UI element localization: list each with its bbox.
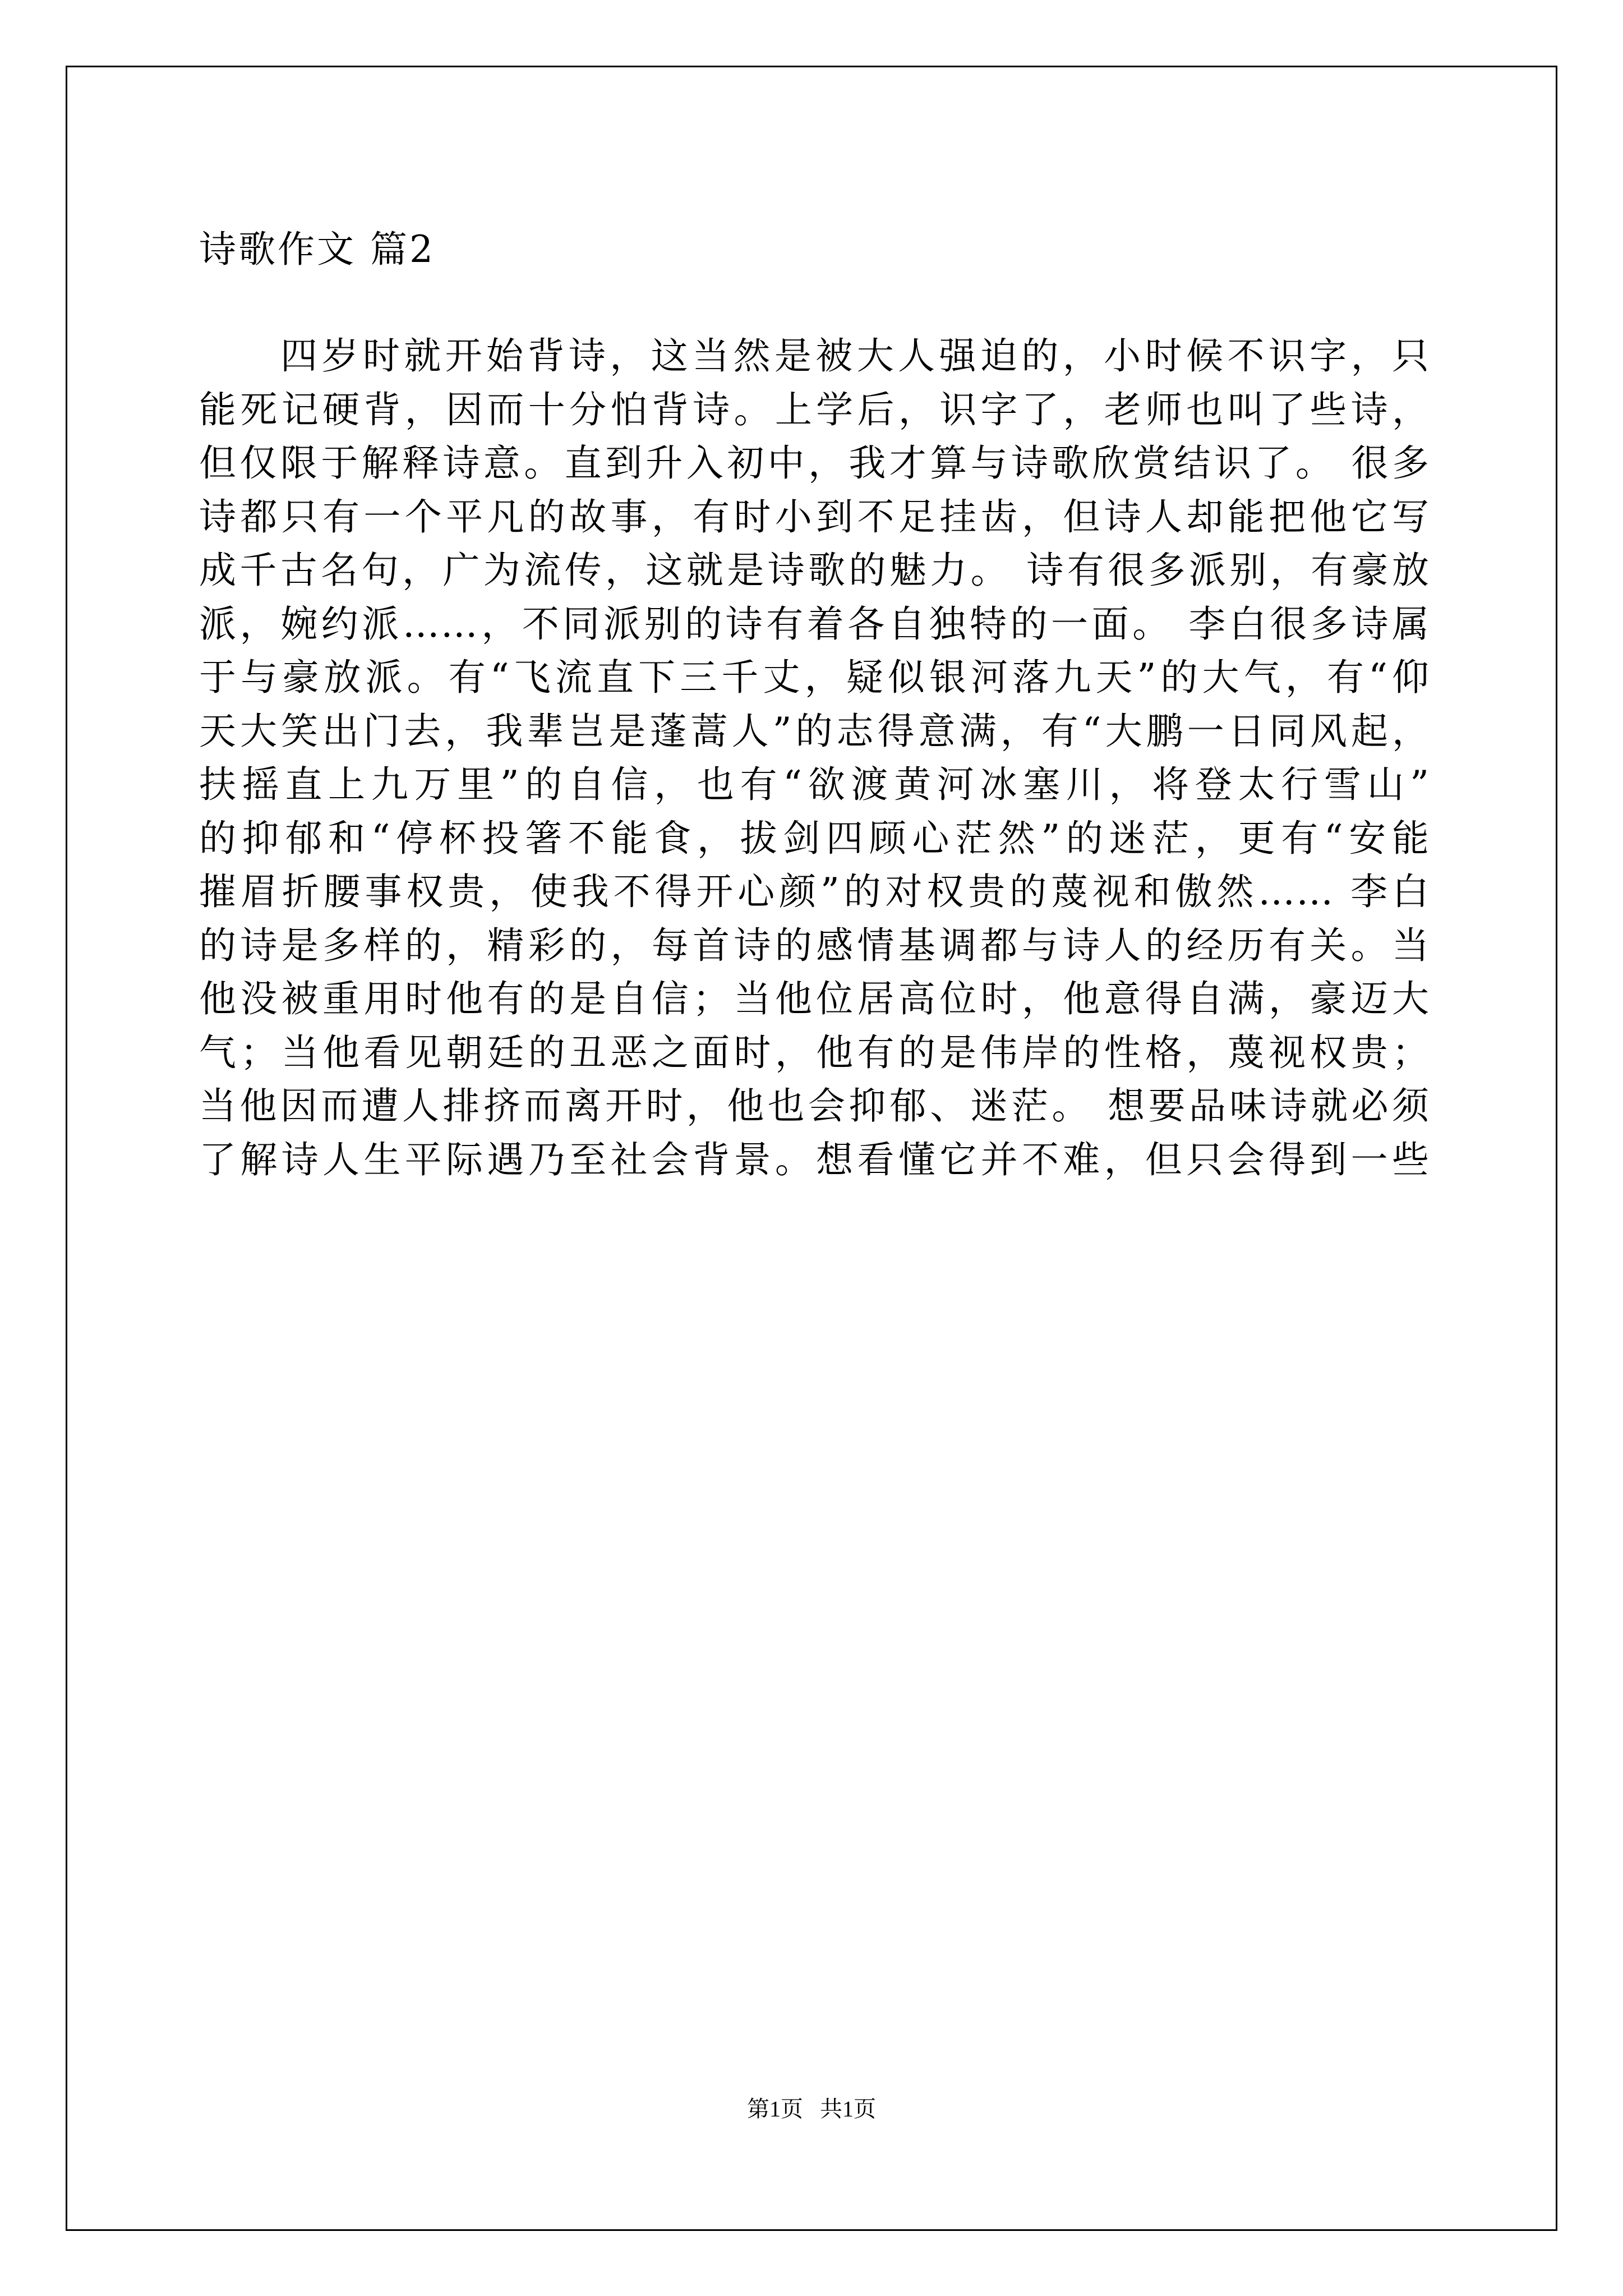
body-line: 摧眉折腰事权贵，使我不得开心颜”的对权贵的蔑视和傲然…… 李白 <box>199 870 1430 913</box>
document-body <box>199 329 1430 1186</box>
body-line: 四岁时就开始背诗，这当然是被大人强迫的，小时候不识字，只 <box>280 334 1430 378</box>
body-line: 当他因而遭人排挤而离开时，他也会抑郁、迷茫。 想要品味诗就必须 <box>199 1084 1430 1128</box>
body-line: 能死记硬背，因而十分怕背诗。上学后，识字了，老师也叫了些诗， <box>199 388 1430 431</box>
body-line: 诗都只有一个平凡的故事，有时小到不足挂齿，但诗人却能把他它写 <box>199 495 1430 539</box>
body-line: 的诗是多样的，精彩的，每首诗的感情基调都与诗人的经历有关。当 <box>199 923 1430 967</box>
body-line: 成千古名句，广为流传，这就是诗歌的魅力。 诗有很多派别，有豪放 <box>199 549 1430 592</box>
body-line: 了解诗人生平际遇乃至社会背景。想看懂它并不难，但只会得到一些 <box>199 1138 1430 1181</box>
body-line: 气；当他看见朝廷的丑恶之面时，他有的是伟岸的性格，蔑视权贵； <box>199 1030 1430 1074</box>
page-number-footer: 第1页 共1页 <box>747 2096 876 2122</box>
document-title: 诗歌作文 篇2 <box>199 228 435 271</box>
body-line: 派，婉约派……，不同派别的诗有着各自独特的一面。 李白很多诗属 <box>199 602 1430 646</box>
body-line: 但仅限于解释诗意。直到升入初中，我才算与诗歌欣赏结识了。 很多 <box>199 441 1430 485</box>
body-line: 的抑郁和“停杯投箸不能食，拔剑四顾心茫然”的迷茫，更有“安能 <box>199 816 1430 860</box>
body-line: 于与豪放派。有“飞流直下三千丈，疑似银河落九天”的大气，有“仰 <box>199 656 1430 699</box>
body-line: 天大笑出门去，我辈岂是蓬蒿人”的志得意满，有“大鹏一日同风起， <box>199 709 1430 753</box>
body-line: 扶摇直上九万里”的自信，也有“欲渡黄河冰塞川，将登太行雪山” <box>199 763 1430 806</box>
body-line: 他没被重用时他有的是自信；当他位居高位时，他意得自满，豪迈大 <box>199 977 1430 1020</box>
